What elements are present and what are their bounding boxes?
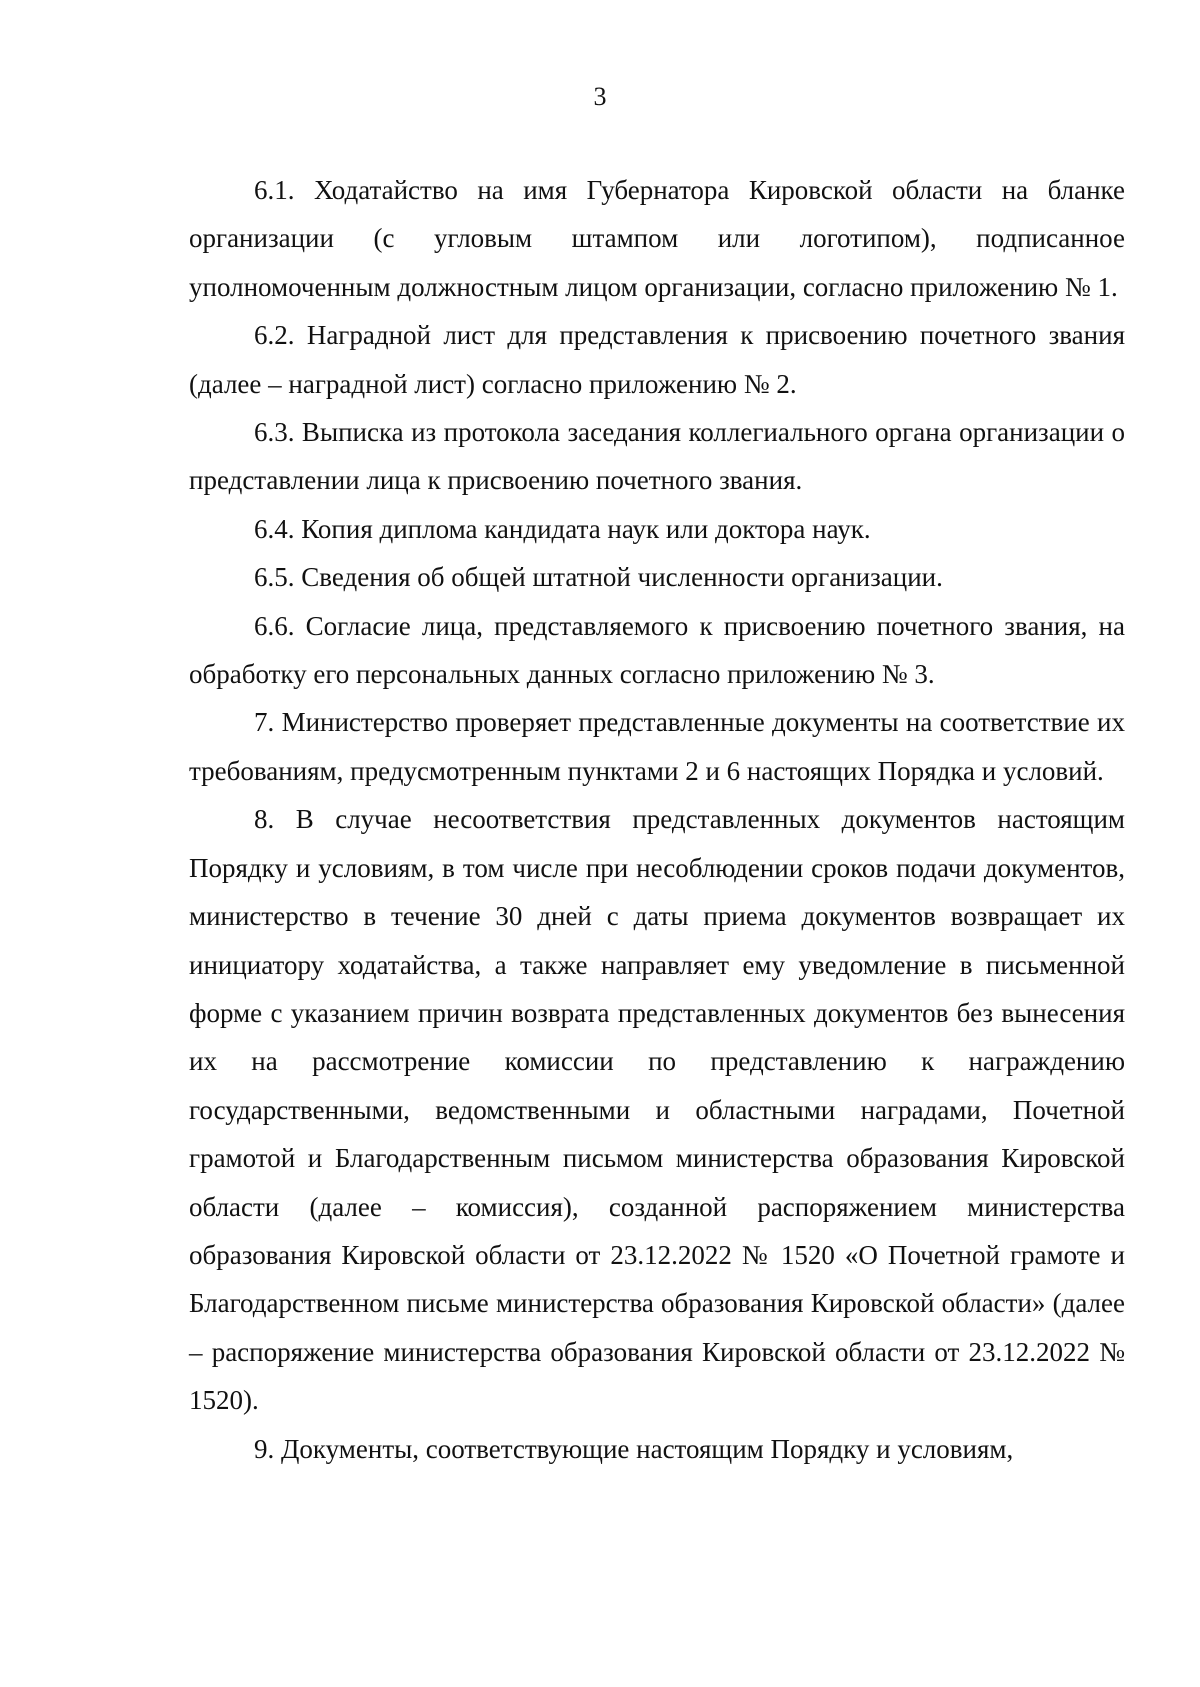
paragraph-8: 8. В случае несоответствия представленных документов настоящим Порядку и условиям, в том числе при несоблюдении сроков подачи документов, министерство в течение 30 дней с даты приема документов возвращает их инициатору ходатайства, а также направляет ему уведомление в письменной форме с указанием причин возврата представленных документов без вынесения их на рассмотрение комиссии по представлению к награждению государственными, ведомственными и областными наградами, Почетной грамотой и Благодарственным письмом министерства образования Кировской области (далее – комиссия), созданной распоряжением министерства образования Кировской области от 23.12.2022 № 1520 «О Почетной грамоте и Благодарственном письме министерства образования Кировской области» (далее – распоряжение министерства образования Кировской области от 23.12.2022 № 1520). bbox=[189, 804, 1125, 1416]
paragraph-6-1: 6.1. Ходатайство на имя Губернатора Кировской области на бланке организации (с угловым штампом или логотипом), подписанное уполномоченным должностным лицом организации, согласно приложению № 1. bbox=[189, 175, 1125, 302]
paragraph-6-6: 6.6. Согласие лица, представляемого к присвоению почетного звания, на обработку его персональных данных согласно приложению № 3. bbox=[189, 610, 1125, 690]
paragraph-6-5: 6.5. Сведения об общей штатной численности организации. bbox=[254, 562, 943, 593]
paragraph-7: 7. Министерство проверяет представленные документы на соответствие их требованиям, предусмотренным пунктами 2 и 6 настоящих Порядка и условий. bbox=[189, 707, 1125, 786]
page-number: 3 bbox=[593, 82, 607, 111]
paragraph-9: 9. Документы, соответствующие настоящим Порядку и условиям, bbox=[254, 1433, 1014, 1464]
document-body bbox=[189, 166, 1125, 1473]
paragraph-6-4: 6.4. Копия диплома кандидата наук или доктора наук. bbox=[254, 513, 871, 544]
paragraph-6-3: 6.3. Выписка из протокола заседания коллегиального органа организации о представлении лица к присвоению почетного звания. bbox=[189, 417, 1125, 496]
paragraph-6-2: 6.2. Наградной лист для представления к присвоению почетного звания (далее – наградной лист) согласно приложению № 2. bbox=[189, 320, 1125, 399]
